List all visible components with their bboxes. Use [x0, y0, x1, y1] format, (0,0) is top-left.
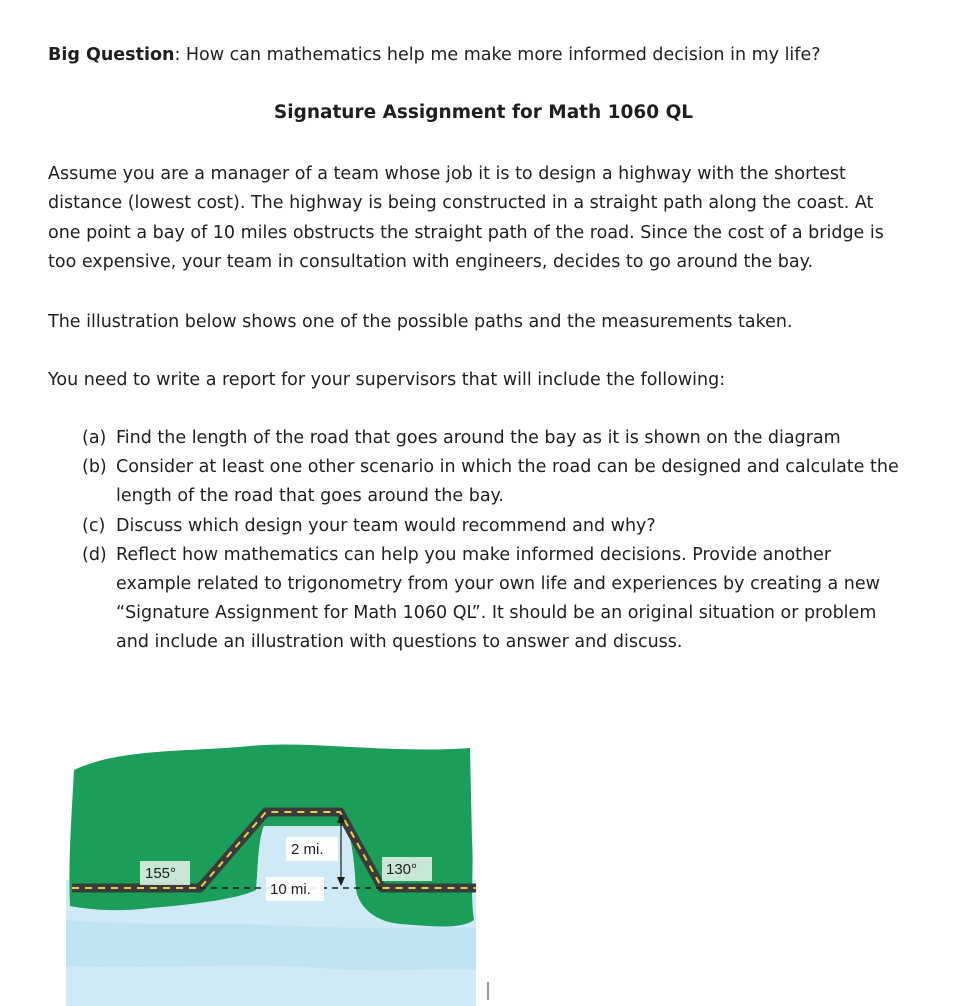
task-line: length of the road that goes around the bay.: [116, 486, 504, 507]
width-label: 10 mi.: [270, 881, 311, 898]
task-item-c: [82, 512, 942, 541]
task-label: (c): [82, 515, 106, 536]
big-question: [48, 42, 821, 68]
intro-line: one point a bay of 10 miles obstructs the straight path of the road. Since the cost of a bridge is: [48, 222, 884, 243]
report-intro: You need to write a report for your supervisors that will include the following:: [48, 370, 726, 390]
illustration-note: The illustration below shows one of the possible paths and the measurements taken.: [48, 312, 793, 332]
task-label: (d): [82, 544, 107, 565]
bay-diagram: [60, 730, 490, 1006]
task-list: [82, 424, 942, 658]
task-text: [116, 541, 942, 658]
task-text: [116, 424, 942, 453]
task-line: Reflect how mathematics can help you make informed decisions. Provide another: [116, 544, 832, 565]
task-label: (a): [82, 428, 107, 448]
task-item-d: [82, 541, 942, 658]
task-text: [116, 453, 942, 511]
task-line: Find the length of the road that goes around the bay as it is shown on the diagram: [116, 428, 841, 448]
task-item-a: [82, 424, 942, 453]
task-line: Discuss which design your team would recommend and why?: [116, 515, 656, 536]
height-label: 2 mi.: [291, 841, 324, 858]
task-line: “Signature Assignment for Math 1060 QL”. It should be an original situation or problem: [116, 603, 877, 624]
intro-line: distance (lowest cost). The highway is being constructed in a straight path along the coast. At: [48, 193, 874, 214]
big-question-label: Big Question: [48, 45, 175, 65]
angle-left-label: 155°: [145, 865, 177, 882]
intro-line: Assume you are a manager of a team whose job it is to design a highway with the shortest: [48, 164, 846, 184]
angle-right-label: 130°: [386, 861, 418, 878]
intro-line: too expensive, your team in consultation with engineers, decides to go around the bay.: [48, 252, 814, 273]
big-question-text: : How can mathematics help me make more informed decision in my life?: [174, 45, 821, 65]
task-line: Consider at least one other scenario in which the road can be designed and calculate the: [116, 457, 899, 478]
task-label: (b): [82, 457, 107, 478]
page-title: Signature Assignment for Math 1060 QL: [273, 102, 694, 123]
intro-paragraph: [48, 160, 918, 278]
task-line: and include an illustration with questions to answer and discuss.: [116, 632, 683, 653]
task-text: [116, 512, 942, 541]
bay-diagram-svg: [60, 730, 490, 1006]
task-item-b: [82, 453, 942, 511]
task-line: example related to trigonometry from your own life and experiences by creating a new: [116, 574, 880, 595]
